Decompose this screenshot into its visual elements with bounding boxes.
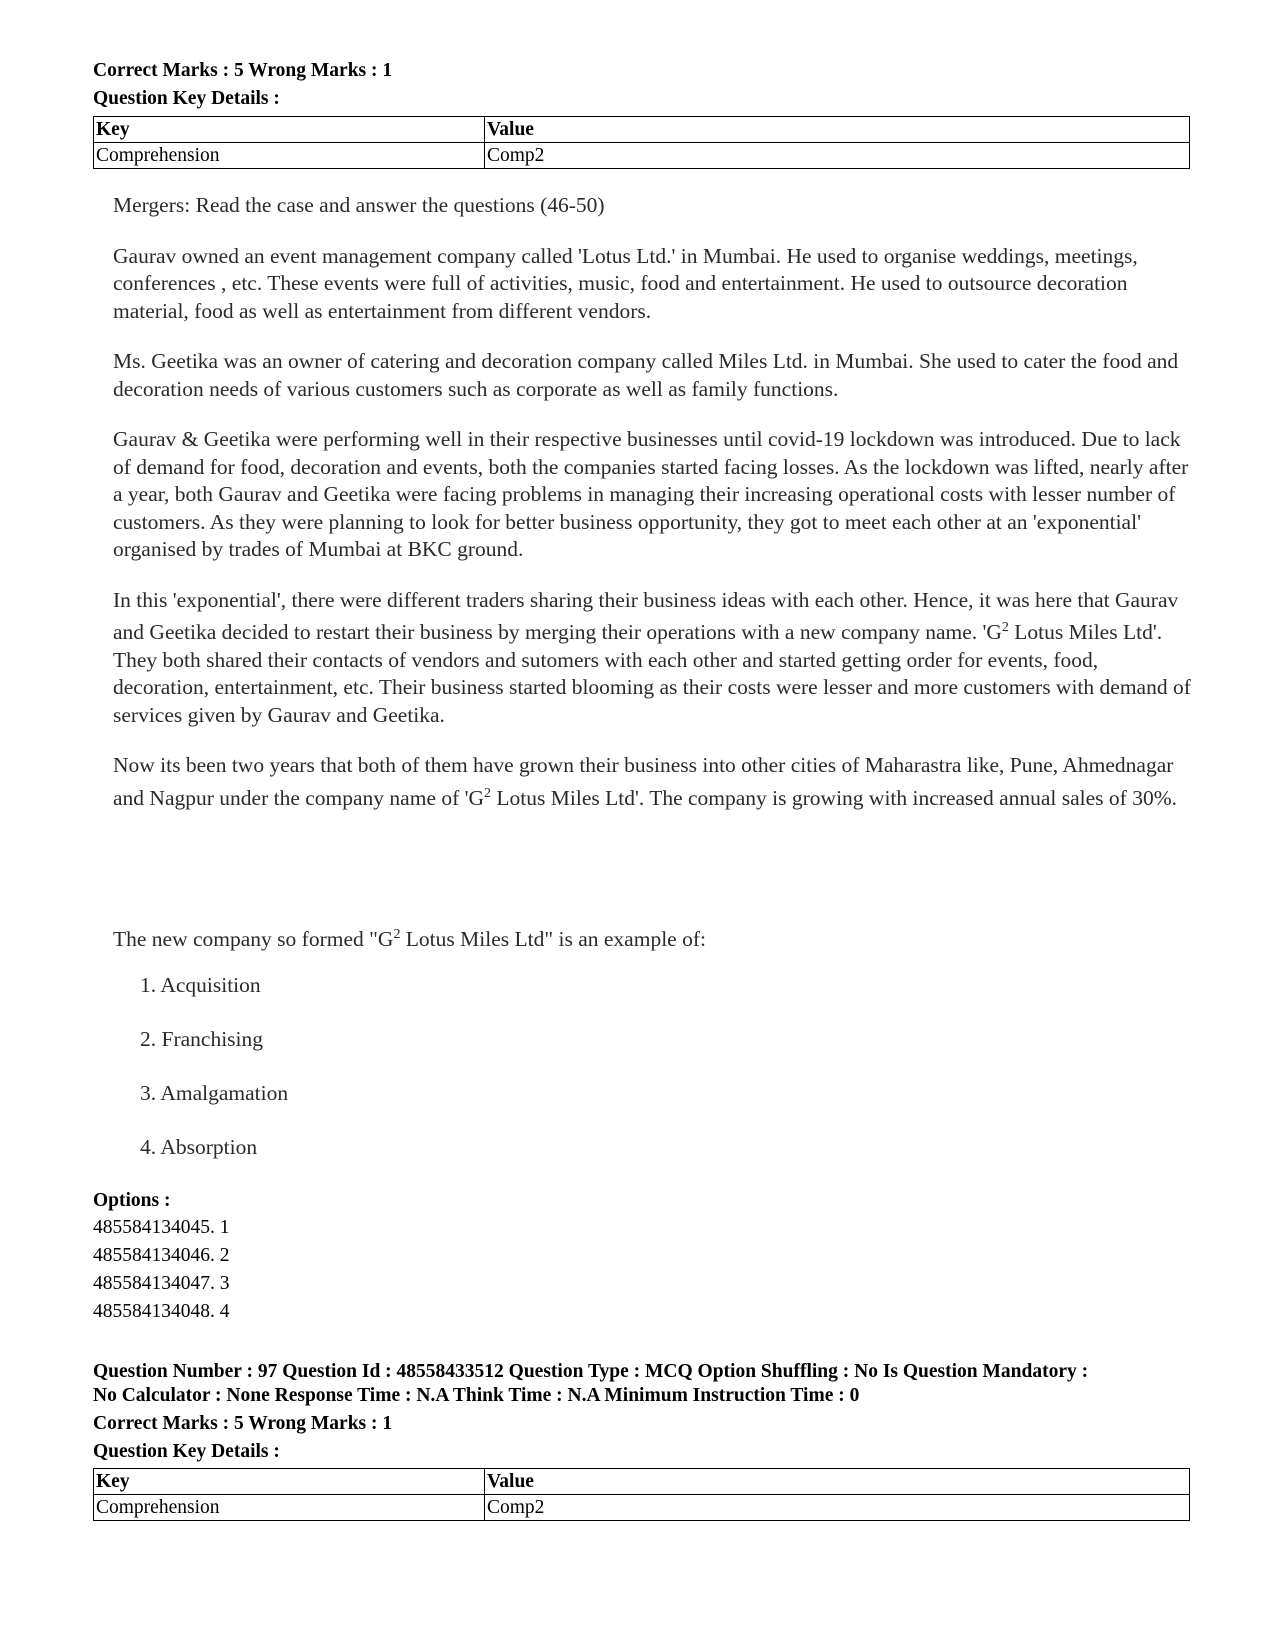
passage-heading: Mergers: Read the case and answer the questions (46-50) (113, 193, 605, 217)
case-passage (113, 192, 1193, 812)
key-details-label: Question Key Details : (93, 1441, 280, 1462)
table-header-key: Key (94, 1469, 485, 1495)
option-item: 485584134047. 3 (93, 1273, 230, 1294)
table-cell-value: Comp2 (485, 1495, 1190, 1521)
marks-line: Correct Marks : 5 Wrong Marks : 1 (93, 60, 393, 81)
passage-paragraph: Ms. Geetika was an owner of catering and decoration company called Miles Ltd. in Mumbai. She used to cater the food and decoration needs of various customers such as corporate as well as family functions. (113, 349, 1179, 401)
option-item: 485584134045. 1 (93, 1217, 230, 1238)
table-cell-key: Comprehension (94, 1495, 485, 1521)
answer-choices (140, 973, 288, 1189)
options-label: Options : (93, 1190, 171, 1211)
passage-paragraph: In this 'exponential', there were different traders sharing their business ideas with each other. Hence, it was here that Gaurav and Geetika decided to restart their business by merging their operations with a new company name. '$G^2$ Lotus Miles Ltd'. They both shared their contacts of vendors and sutomers with each other and started getting order for events, food, decoration, entertainment, etc. Their business started blooming as their costs were lesser and more customers with demand of services given by Gaurav and Geetika. (113, 587, 1191, 727)
answer-choice: 4. Absorption (140, 1135, 258, 1159)
answer-choice: 1. Acquisition (140, 973, 261, 997)
question-meta-line: No Calculator : None Response Time : N.A Think Time : N.A Minimum Instruction Time : 0 (93, 1385, 860, 1406)
question-stem: The new company so formed "$G^2$ Lotus Miles Ltd" is an example of: (113, 927, 706, 952)
table-cell-value: Comp2 (485, 143, 1190, 169)
key-details-label: Question Key Details : (93, 88, 280, 109)
passage-paragraph: Gaurav owned an event management company called 'Lotus Ltd.' in Mumbai. He used to organise weddings, meetings, conferences , etc. These events were full of activities, music, food and entertainment. He used to outsource decoration material, food as well as entertainment from different vendors. (113, 243, 1138, 323)
answer-choice: 2. Franchising (140, 1027, 264, 1051)
table-header-row (94, 117, 1190, 143)
marks-line: Correct Marks : 5 Wrong Marks : 1 (93, 1413, 393, 1434)
table-header-value: Value (485, 1469, 1190, 1495)
key-details-table (93, 116, 1190, 169)
question-meta-line: Question Number : 97 Question Id : 48558433512 Question Type : MCQ Option Shuffling : No Is Question Mandatory : (93, 1361, 1089, 1382)
table-header-row (94, 1469, 1190, 1495)
table-header-value: Value (485, 117, 1190, 143)
option-item: 485584134048. 4 (93, 1301, 230, 1322)
option-item: 485584134046. 2 (93, 1245, 230, 1266)
answer-choice: 3. Amalgamation (140, 1081, 289, 1105)
passage-paragraph: Now its been two years that both of them have grown their business into other cities of Maharastra like, Pune, Ahmednagar and Nagpur under the company name of '$G^2$ Lotus Miles Ltd'. The company is growing with increased annual sales of 30%. (113, 753, 1177, 810)
key-details-table (93, 1468, 1190, 1521)
options-list (93, 1214, 230, 1326)
table-cell-key: Comprehension (94, 143, 485, 169)
passage-paragraph: Gaurav & Geetika were performing well in their respective businesses until covid-19 lockdown was introduced. Due to lack of demand for food, decoration and events, both the companies started facing losses. As the lockdown was lifted, nearly after a year, both Gaurav and Geetika were facing problems in managing their increasing operational costs with lesser number of customers. As they were planning to look for better business opportunity, they got to meet each other at an 'exponential' organised by trades of Mumbai at BKC ground. (113, 427, 1189, 561)
table-row (94, 143, 1190, 169)
table-header-key: Key (94, 117, 485, 143)
table-row (94, 1495, 1190, 1521)
